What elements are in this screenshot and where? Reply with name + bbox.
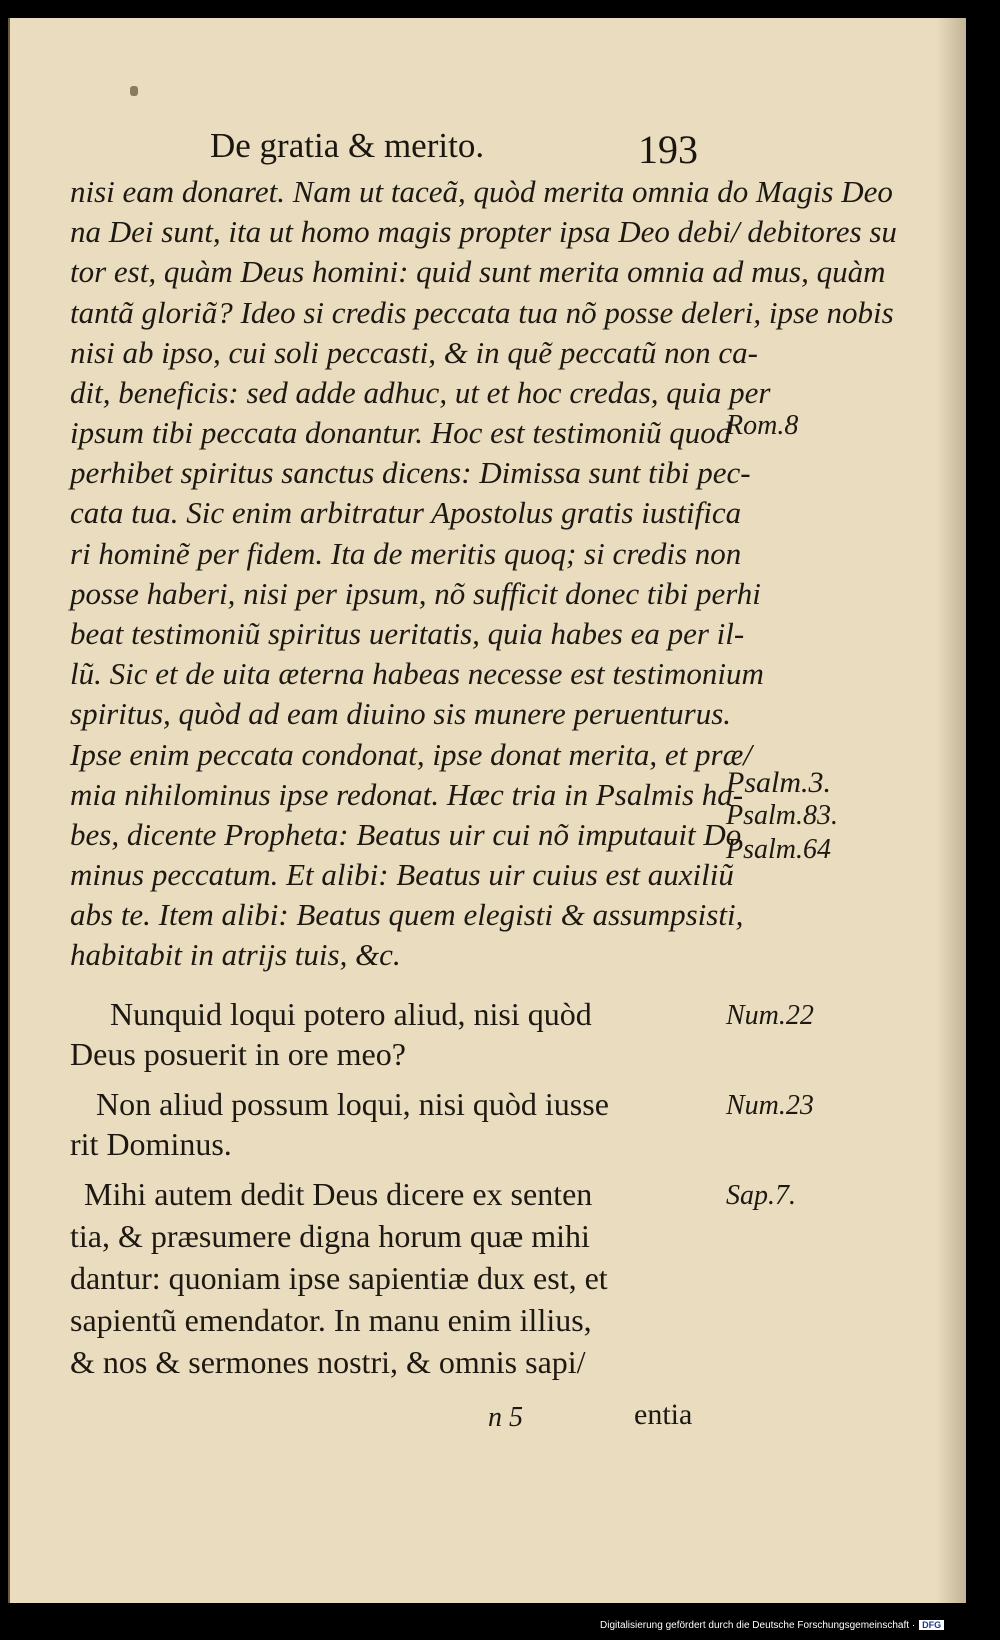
text-line: nisi eam donaret. Nam ut taceã, quòd merita omnia do Magis Deo (70, 174, 893, 209)
text-line: beat testimoniũ spiritus ueritatis, quia habes ea per il- (70, 616, 745, 651)
text-line: spiritus, quòd ad eam diuino sis munere peruenturus. (70, 696, 732, 731)
marginal-note: Rom.8 (726, 410, 799, 441)
text-line: Mihi autem dedit Deus dicere ex senten (84, 1176, 593, 1212)
text-line: rit Dominus. (70, 1126, 232, 1162)
text-line: tor est, quàm Deus homini: quid sunt merita omnia ad mus, quàm (70, 254, 886, 289)
catchword: entia (634, 1398, 693, 1431)
text-line: na Dei sunt, ita ut homo magis propter ipsa Deo debi/ debitores su (70, 214, 897, 249)
page-number: 193 (638, 127, 698, 172)
digitization-credit (600, 1620, 944, 1631)
marginal-note: Num.22 (726, 1000, 814, 1031)
text-line: Deus posuerit in ore meo? (70, 1036, 406, 1072)
text-line: dantur: quoniam ipse sapientiæ dux est, et (70, 1260, 608, 1296)
text-line: abs te. Item alibi: Beatus quem elegisti & assumpsisti, (70, 897, 744, 932)
dfg-logo: DFG (919, 1620, 944, 1630)
paper-stain (130, 86, 138, 96)
text-line: mia nihilominus ipse redonat. Hæc tria in Psalmis ha- (70, 777, 744, 812)
marginal-note: Psalm.64 (726, 834, 831, 865)
text-line: ipsum tibi peccata donantur. Hoc est testimoniũ quod (70, 415, 732, 450)
running-header: De gratia & merito. (210, 126, 485, 165)
text-line: perhibet spiritus sanctus dicens: Dimissa sunt tibi pec- (70, 455, 751, 490)
text-line: bes, dicente Propheta: Beatus uir cui nõ imputauit Do (70, 817, 742, 852)
text-line: posse haberi, nisi per ipsum, nõ sufficit donec tibi perhi (70, 576, 761, 611)
text-line: minus peccatum. Et alibi: Beatus uir cuius est auxiliũ (70, 857, 734, 892)
text-line: tantã gloriã? Ideo si credis peccata tua nõ posse deleri, ipse nobis (70, 295, 894, 330)
page-edge-shadow (936, 18, 966, 1603)
text-line: sapientũ emendator. In manu enim illius, (70, 1302, 592, 1338)
marginal-note: Num.23 (726, 1090, 814, 1121)
text-line: Ipse enim peccata condonat, ipse donat merita, et præ/ (70, 737, 752, 772)
text-line: dit, beneficis: sed adde adhuc, ut et hoc credas, quia per (70, 375, 771, 410)
text-line: cata tua. Sic enim arbitratur Apostolus gratis iustifica (70, 495, 742, 530)
text-line: tia, & præsumere digna horum quæ mihi (70, 1218, 590, 1254)
book-page (8, 18, 966, 1603)
text-line: nisi ab ipso, cui soli peccasti, & in quẽ peccatũ non ca- (70, 335, 758, 370)
credit-text: Digitalisierung gefördert durch die Deutsche Forschungsgemeinschaft · (600, 1620, 916, 1631)
text-line: habitabit in atrijs tuis, &c. (70, 937, 401, 972)
text-line: Nunquid loqui potero aliud, nisi quòd (110, 996, 592, 1032)
text-line: ri hominẽ per fidem. Ita de meritis quoq; si credis non (70, 536, 742, 571)
marginal-note: Psalm.83. (726, 800, 838, 831)
text-line: & nos & sermones nostri, & omnis sapi/ (70, 1344, 586, 1380)
text-line: lũ. Sic et de uita æterna habeas necesse est testimonium (70, 656, 764, 691)
signature-mark: n 5 (488, 1402, 523, 1433)
marginal-note: Psalm.3. (726, 766, 831, 799)
text-line: Non aliud possum loqui, nisi quòd iusse (96, 1086, 609, 1122)
marginal-note: Sap.7. (726, 1180, 796, 1211)
